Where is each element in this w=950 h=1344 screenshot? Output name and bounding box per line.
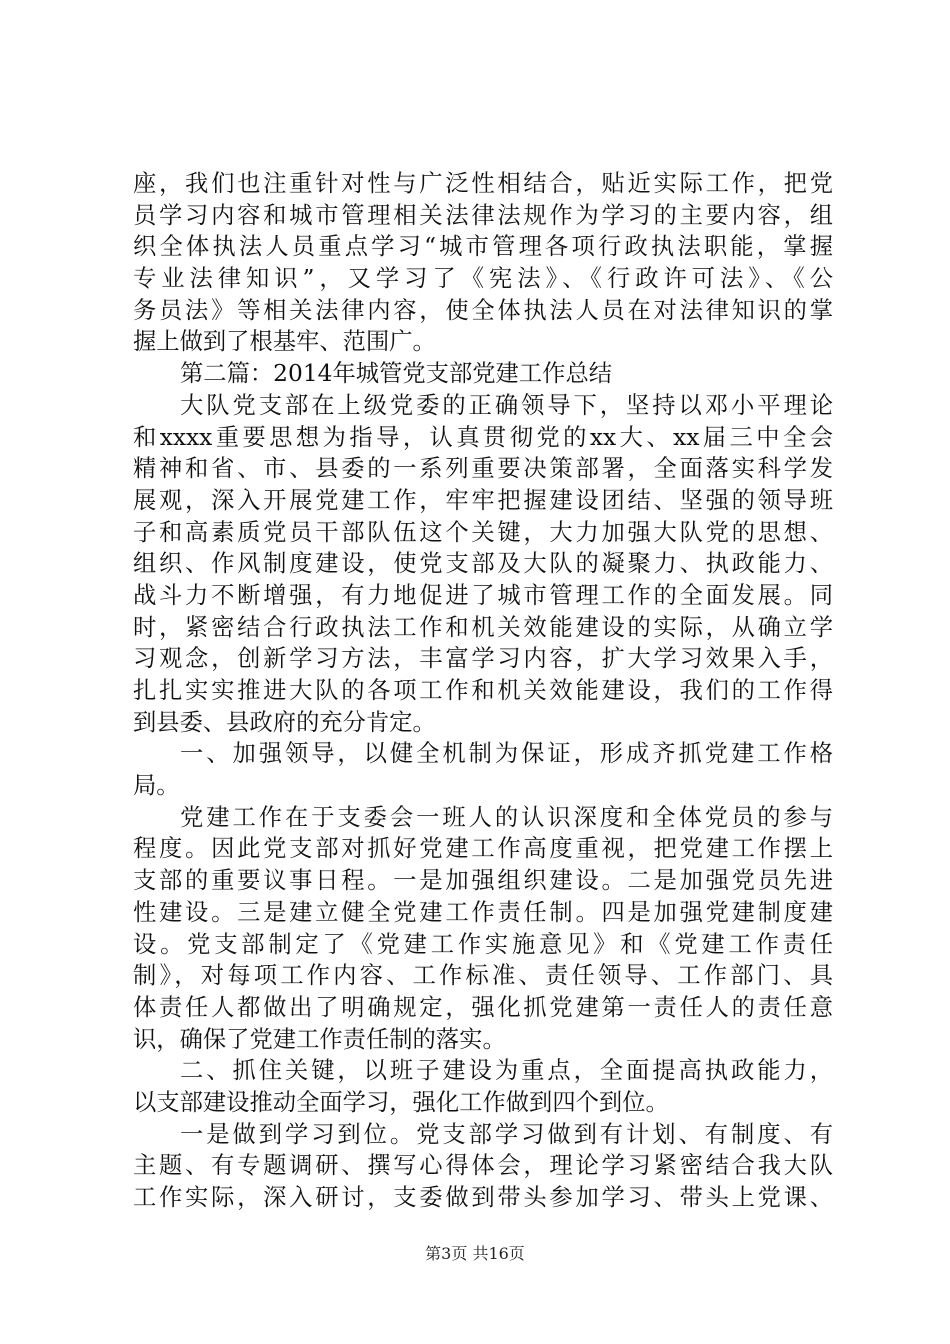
text-line: 大队党支部在上级党委的正确领导下，坚持以邓小平理论 [180,391,833,419]
text-line: 到县委、县政府的充分肯定。 [133,708,436,736]
text-line: 务员法》等相关法律内容，使全体执法人员在对法律知识的掌 [133,296,833,324]
text-line: 战斗力不断增强，有力地促进了城市管理工作的全面发展。同 [133,581,833,609]
text-line: 党建工作在于支委会一班人的认识深度和全体党员的参与 [180,803,833,831]
text-line: 一、加强领导，以健全机制为保证，形成齐抓党建工作格 [180,740,833,768]
text-line: 子和高素质党员干部队伍这个关键，大力加强大队党的思想、 [133,518,833,546]
text-line: 体责任人都做出了明确规定，强化抓党建第一责任人的责任意 [133,993,833,1021]
text-line: 织全体执法人员重点学习“城市管理各项行政执法职能，掌握 [133,233,833,261]
text-line: 组织、作风制度建设，使党支部及大队的凝聚力、执政能力、 [133,550,833,578]
text-line: 握上做到了根基牢、范围广。 [133,328,436,356]
text-line: 时，紧密结合行政执法工作和机关效能建设的实际，从确立学 [133,613,833,641]
text-line: 二、抓住关键，以班子建设为重点，全面提高执政能力， [180,1057,833,1085]
text-line: 展观，深入开展党建工作，牢牢把握建设团结、坚强的领导班 [133,486,833,514]
text-line: 支部的重要议事日程。一是加强组织建设。二是加强党员先进 [133,867,833,895]
text-line: 设。党支部制定了《党建工作实施意见》和《党建工作责任 [133,930,833,958]
text-line: 工作实际，深入研讨，支委做到带头参加学习、带头上党课、 [133,1184,833,1211]
page-number-label: 第3页 共16页 [425,1244,525,1263]
text-line: 和xxxx重要思想为指导，认真贯彻党的xx大、xx届三中全会 [133,423,833,451]
text-line: 一是做到学习到位。党支部学习做到有计划、有制度、有 [180,1120,833,1148]
text-line: 识，确保了党建工作责任制的落实。 [133,1025,506,1053]
page-footer [0,1244,950,1264]
text-line: 制》，对每项工作内容、工作标准、责任领导、工作部门、具 [133,962,833,990]
document-body [133,168,833,1214]
text-line: 座，我们也注重针对性与广泛性相结合，贴近实际工作，把党 [133,170,833,197]
text-line: 专业法律知识”，又学习了《宪法》、《行政许可法》、《公 [133,265,833,293]
text-line: 程度。因此党支部对抓好党建工作高度重视，把党建工作摆上 [133,835,833,863]
text-line: 以支部建设推动全面学习，强化工作做到四个到位。 [133,1088,669,1116]
text-line: 第二篇：2014年城管党支部党建工作总结 [180,360,613,388]
text-line: 习观念，创新学习方法，丰富学习内容，扩大学习效果入手， [133,645,833,673]
text-line: 员学习内容和城市管理相关法律法规作为学习的主要内容，组 [133,201,833,229]
text-line: 局。 [133,772,180,800]
text-line: 精神和省、市、县委的一系列重要决策部署，全面落实科学发 [133,455,833,483]
text-line: 扎扎实实推进大队的各项工作和机关效能建设，我们的工作得 [133,677,833,704]
text-line: 主题、有专题调研、撰写心得体会，理论学习紧密结合我大队 [133,1152,833,1180]
text-line: 性建设。三是建立健全党建工作责任制。四是加强党建制度建 [133,898,833,926]
